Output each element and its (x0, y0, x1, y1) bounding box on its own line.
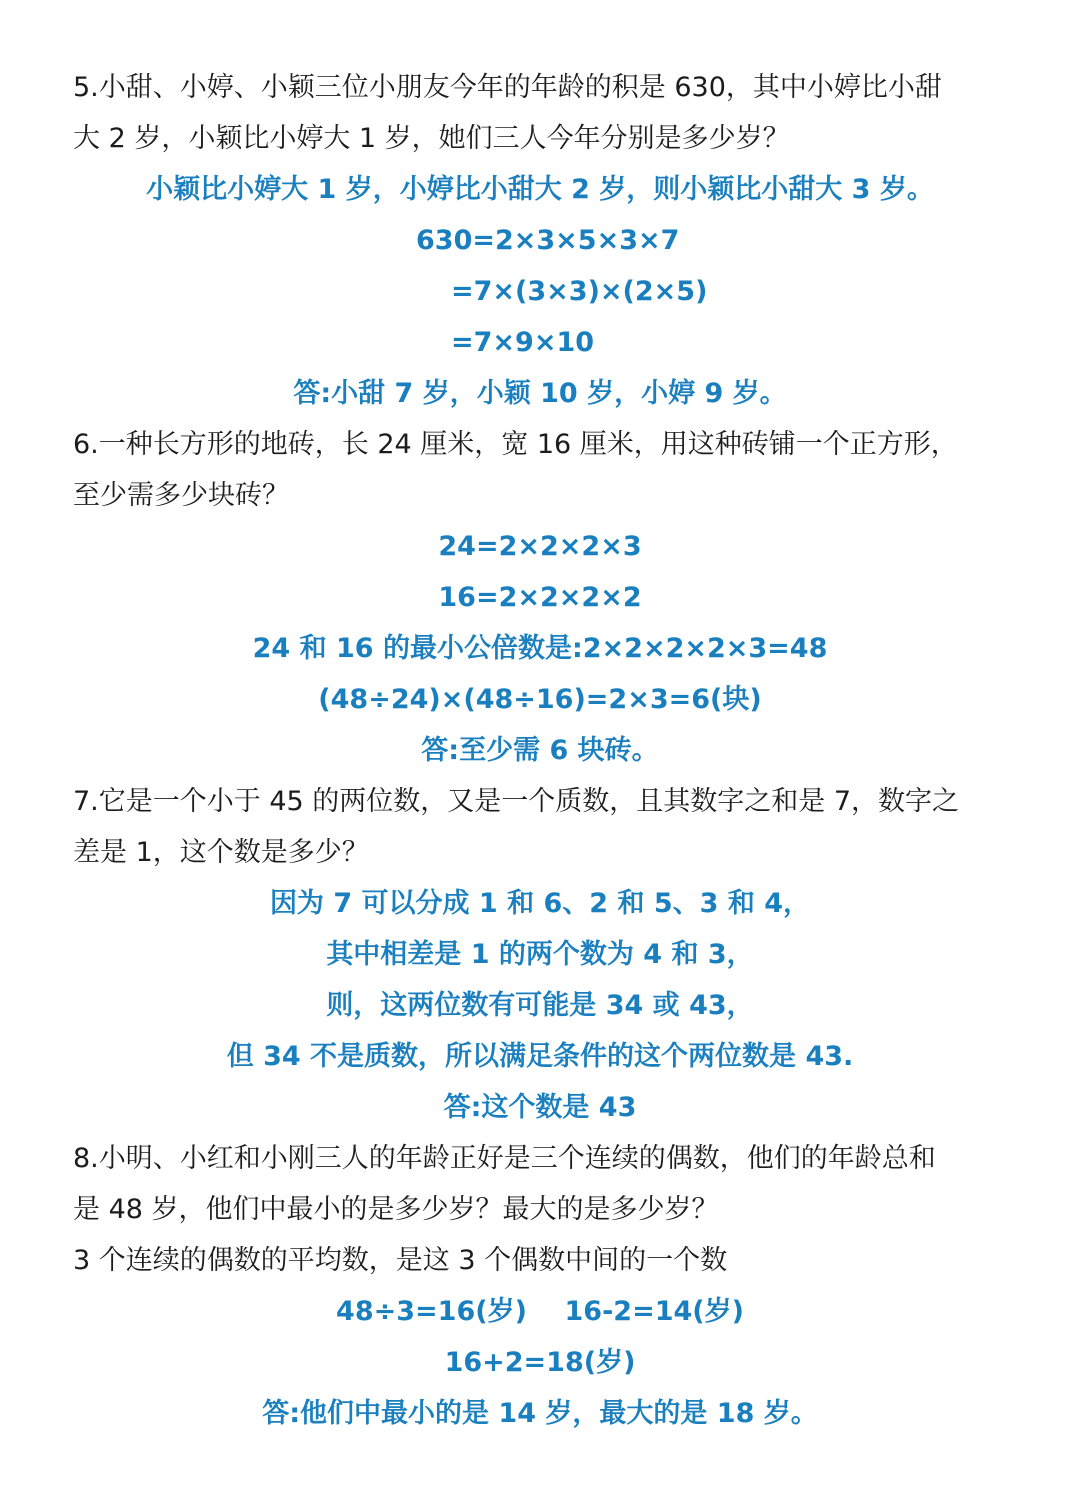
worksheet-page (0, 62, 1080, 1439)
problem-6-solution-line-4: (48÷24)×(48÷16)=2×3=6(块) (318, 684, 762, 715)
problem-8-hint: 3 个连续的偶数的平均数，是这 3 个偶数中间的一个数 (73, 1245, 728, 1276)
problem-5-answer: 答:小甜 7 岁，小颖 10 岁，小婷 9 岁。 (293, 378, 787, 409)
problem-7-solution-line-2: 其中相差是 1 的两个数为 4 和 3， (326, 939, 754, 970)
problem-7-question-line-1: 7.它是一个小于 45 的两位数，又是一个质数，且其数字之和是 7，数字之 (73, 786, 960, 817)
problem-6-answer: 答:至少需 6 块砖。 (421, 735, 659, 766)
problem-5-solution-line-1: 小颖比小婷大 1 岁，小婷比小甜大 2 岁，则小颖比小甜大 3 岁。 (146, 174, 934, 205)
problem-8-question-line-1: 8.小明、小红和小刚三人的年龄正好是三个连续的偶数，他们的年龄总和 (73, 1143, 936, 1174)
problem-5-solution-line-4: =7×9×10 (451, 327, 595, 358)
problem-6-question-line-2: 至少需多少块砖？ (73, 480, 289, 511)
problem-6-question-line-1: 6.一种长方形的地砖，长 24 厘米，宽 16 厘米，用这种砖铺一个正方形， (73, 429, 958, 460)
problem-5-question-line-1: 5.小甜、小婷、小颖三位小朋友今年的年龄的积是 630，其中小婷比小甜 (73, 72, 942, 103)
problem-5-solution-line-3: =7×(3×3)×(2×5) (451, 276, 708, 307)
problem-8-solution-line-2: 16+2=18(岁) (444, 1347, 636, 1378)
problem-7-question-line-2: 差是 1，这个数是多少？ (73, 837, 369, 868)
problem-6-solution-line-2: 16=2×2×2×2 (438, 582, 642, 613)
problem-8-answer: 答:他们中最小的是 14 岁，最大的是 18 岁。 (262, 1398, 818, 1429)
problem-8-solution-line-1: 48÷3=16(岁) 16-2=14(岁) (336, 1296, 744, 1327)
problem-7-solution-line-3: 则，这两位数有可能是 34 或 43， (326, 990, 754, 1021)
problem-7-answer: 答:这个数是 43 (443, 1092, 637, 1123)
problem-6-solution-line-1: 24=2×2×2×3 (438, 531, 642, 562)
problem-5-solution-line-2: 630=2×3×5×3×7 (416, 225, 680, 256)
problem-7-solution-line-1: 因为 7 可以分成 1 和 6、2 和 5、3 和 4， (269, 888, 811, 919)
problem-5-question-line-2: 大 2 岁，小颖比小婷大 1 岁，她们三人今年分别是多少岁？ (73, 123, 790, 154)
problem-6-solution-line-3: 24 和 16 的最小公倍数是:2×2×2×2×3=48 (252, 633, 828, 664)
problem-7-solution-line-4: 但 34 不是质数，所以满足条件的这个两位数是 43. (226, 1041, 854, 1072)
problem-8-question-line-2: 是 48 岁，他们中最小的是多少岁？最大的是多少岁？ (73, 1194, 719, 1225)
